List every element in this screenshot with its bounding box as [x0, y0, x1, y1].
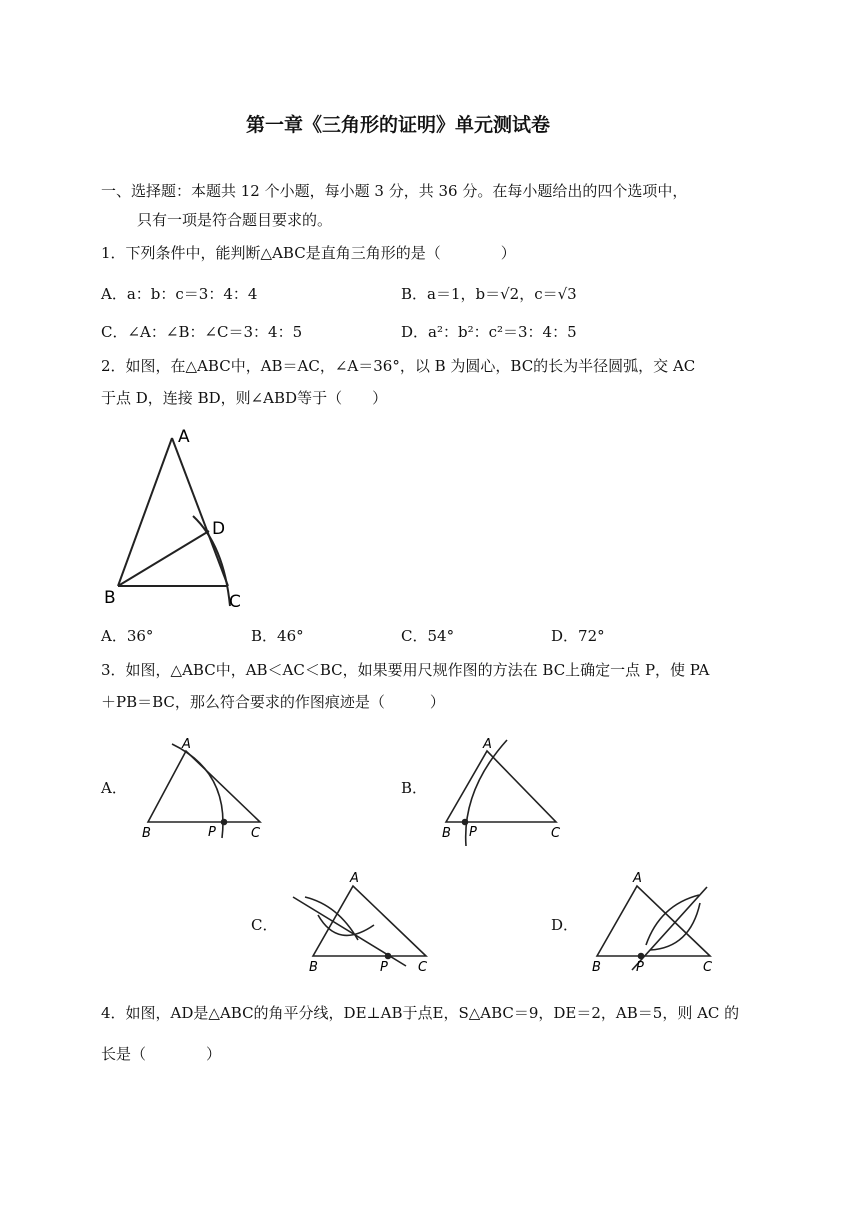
question-2-line1: 2．如图，在△ABC中，AB＝AC，∠A＝36°，以 B 为圆心，BC的长为半径圆弧，交 AC [101, 357, 696, 375]
q3-option-a-label: A． [101, 779, 127, 797]
q3d-label-c: C [703, 960, 713, 975]
q3d-label-p: P [636, 960, 644, 975]
q3a-label-b: B [142, 826, 151, 841]
q3-option-b-label: B． [401, 779, 428, 797]
q1-option-c: C．∠A：∠B：∠C＝3：4：5 [101, 323, 303, 341]
q3b-label-b: B [442, 826, 451, 841]
q2-label-c: C [229, 592, 241, 612]
q1-option-d: D．a²：b²：c²＝3：4：5 [401, 323, 577, 341]
q2-label-b: B [104, 588, 116, 608]
q3-option-d-label: D． [551, 916, 579, 934]
q3c-label-p: P [380, 960, 388, 975]
question-4-line2: 长是（ ） [101, 1045, 222, 1063]
q2-label-d: D [212, 519, 226, 539]
q3a-label-c: C [251, 826, 261, 841]
q2-option-c: C．54° [401, 627, 455, 645]
q3-option-c-label: C． [251, 916, 278, 934]
q2-option-d: D．72° [551, 627, 605, 645]
q3c-label-c: C [418, 960, 428, 975]
q3b-label-p: P [469, 825, 477, 840]
q3b-label-c: C [551, 826, 561, 841]
page-title: 第一章《三角形的证明》单元测试卷 [246, 114, 551, 136]
q1-option-a: A．a：b：c＝3：4：4 [101, 285, 258, 303]
q3c-label-b: B [309, 960, 318, 975]
section-header-cont: 只有一项是符合题目要求的。 [137, 211, 333, 229]
q3b-label-a: A [483, 737, 492, 752]
question-2-line2: 于点 D，连接 BD，则∠ABD等于（ ） [101, 389, 388, 407]
q3-figure-d [597, 886, 710, 970]
q2-option-a: A．36° [101, 627, 154, 645]
q3-figure-c [293, 886, 426, 966]
q3d-label-a: A [633, 871, 642, 886]
question-1-stem: 1．下列条件中，能判断△ABC是直角三角形的是（ ） [101, 244, 516, 262]
section-header: 一、选择题：本题共 12 个小题，每小题 3 分，共 36 分。在每小题给出的四个选项中， [101, 182, 688, 200]
question-3-line2: ＋PB＝BC，那么符合要求的作图痕迹是（ ） [101, 693, 445, 711]
q3c-label-a: A [350, 871, 359, 886]
q2-option-b: B．46° [251, 627, 304, 645]
q2-label-a: A [178, 427, 190, 447]
question-4-line1: 4．如图，AD是△ABC的角平分线，DE⊥AB于点E，S△ABC＝9，DE＝2，AB＝5，则 AC 的 [101, 1004, 740, 1022]
q3-figure-a [148, 744, 260, 838]
q3a-label-p: P [208, 825, 216, 840]
q3d-label-b: B [592, 960, 601, 975]
question-3-line1: 3．如图，△ABC中，AB＜AC＜BC，如果要用尺规作图的方法在 BC上确定一点 P，使 PA [101, 661, 710, 679]
q3-figure-b [446, 740, 556, 846]
q3a-label-a: A [182, 737, 191, 752]
q1-option-b: B．a＝1，b＝√2，c＝√3 [401, 285, 577, 303]
